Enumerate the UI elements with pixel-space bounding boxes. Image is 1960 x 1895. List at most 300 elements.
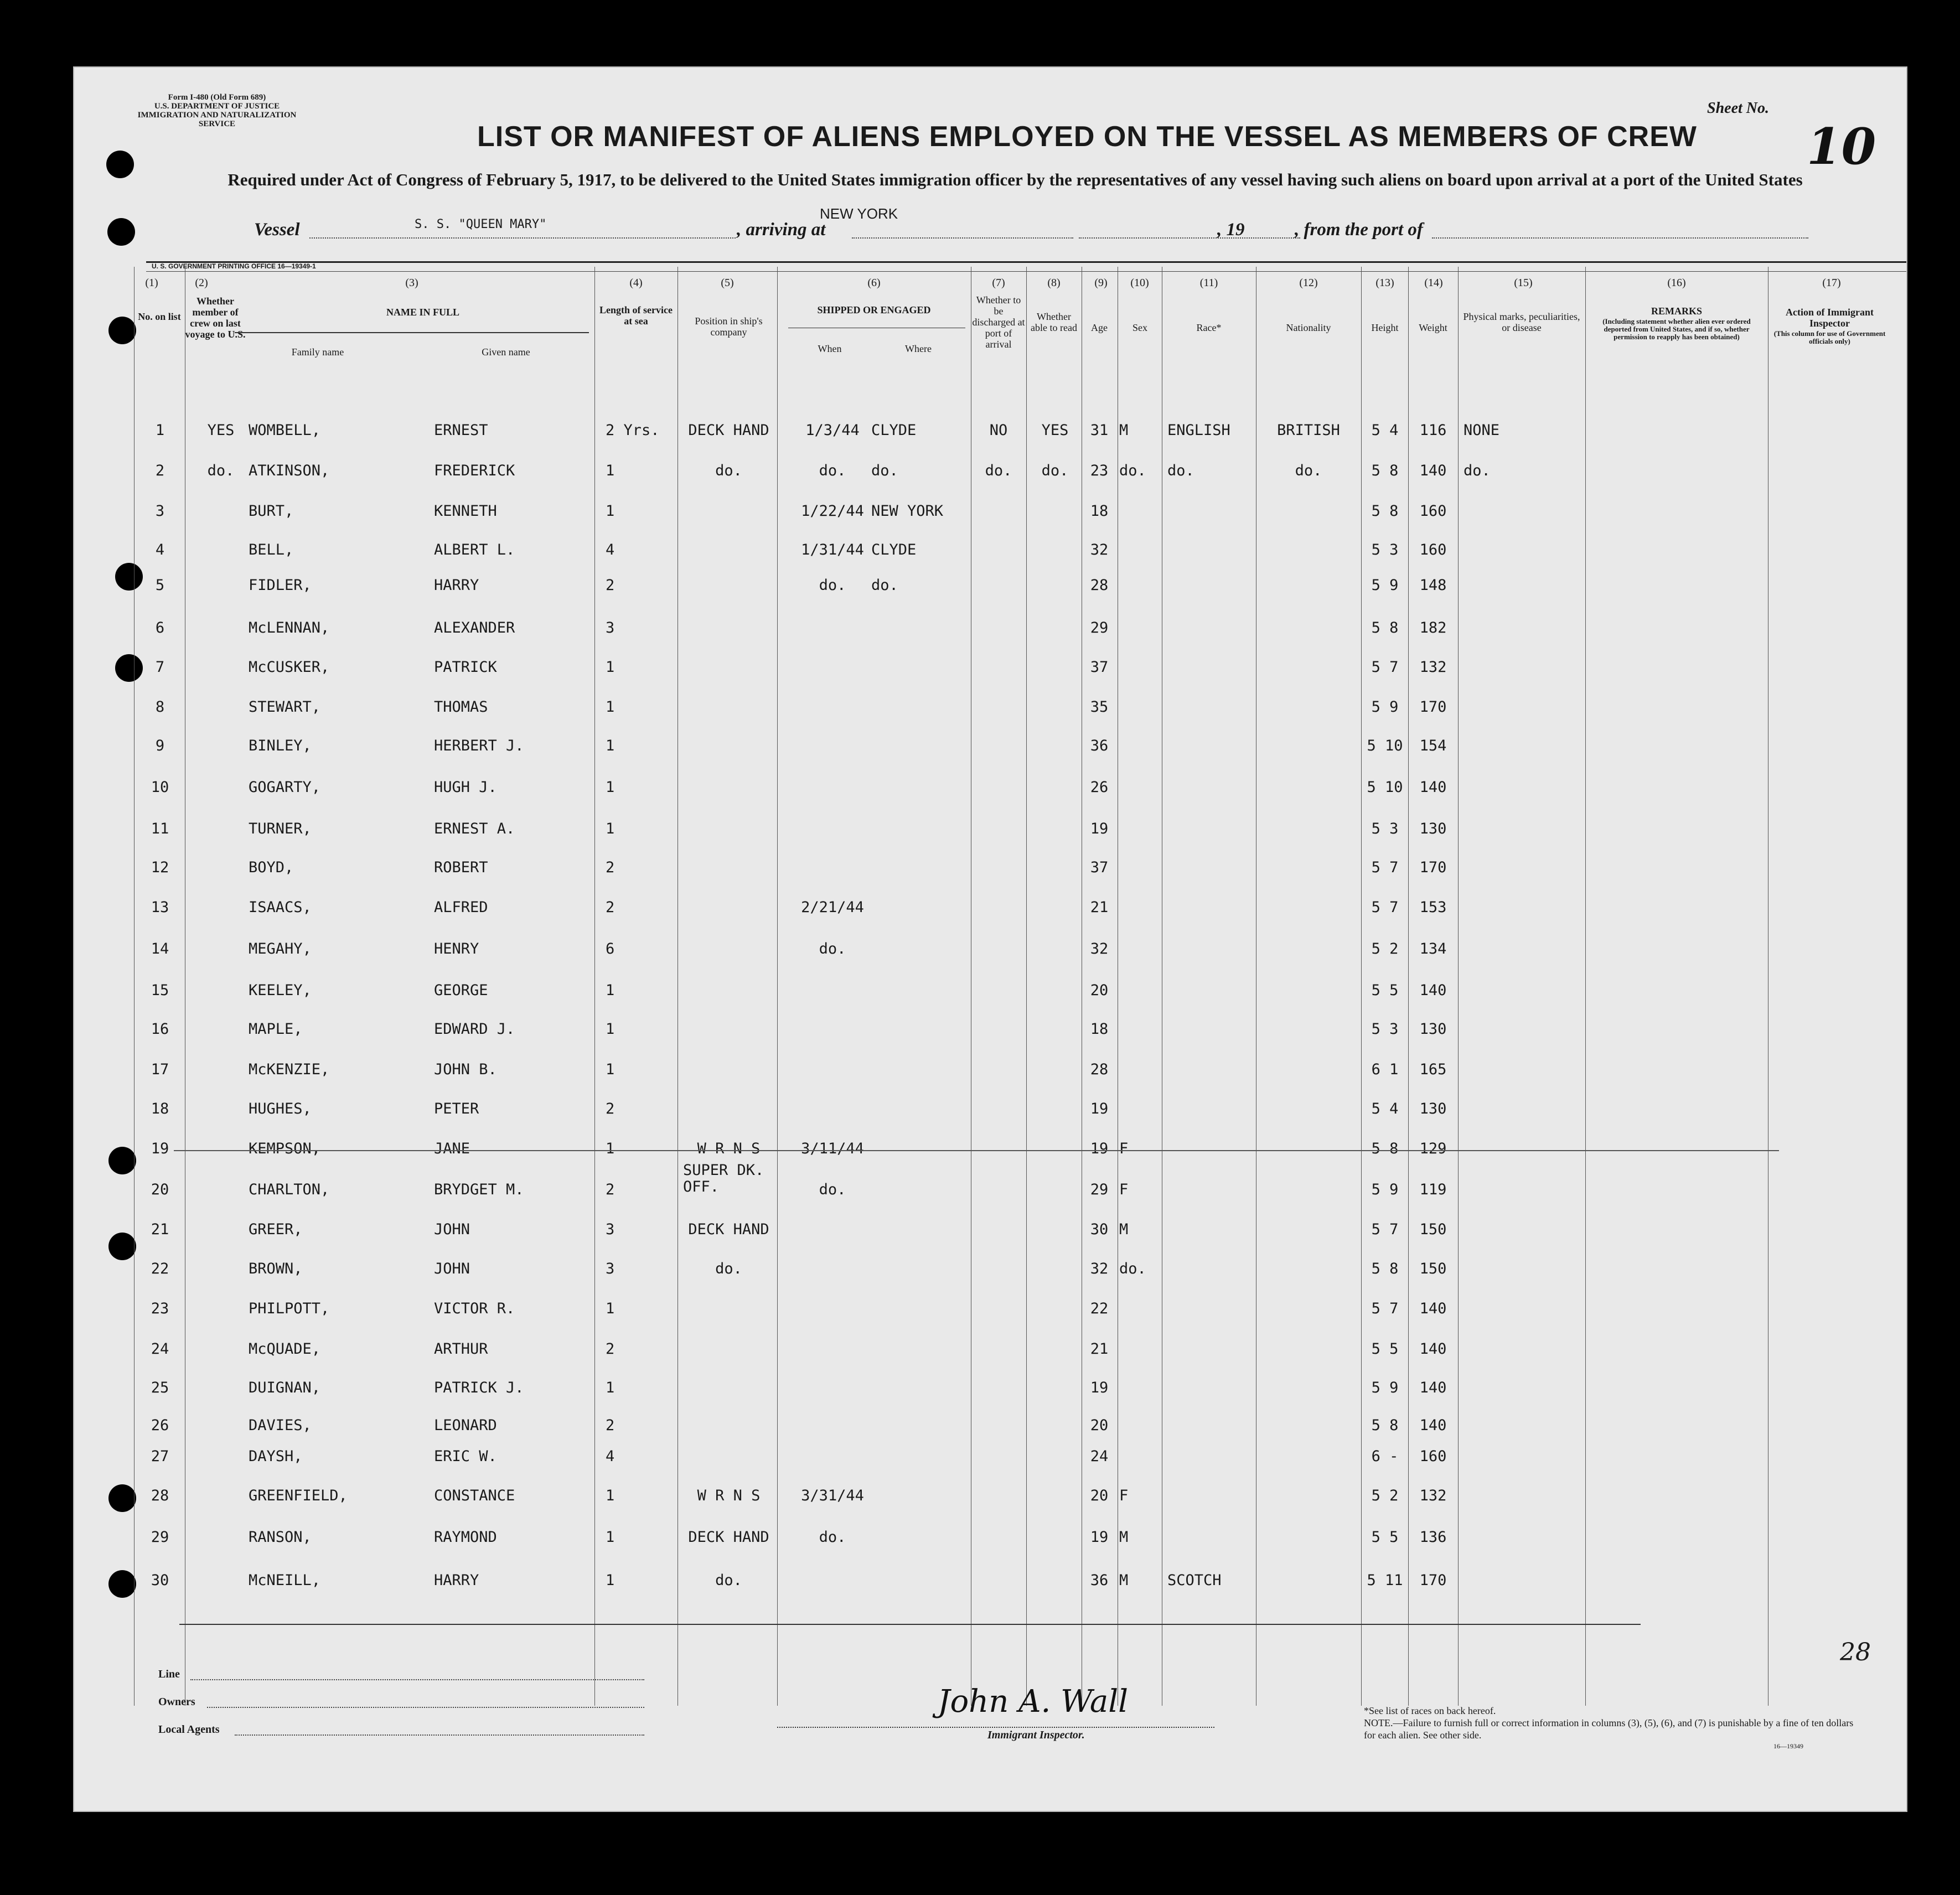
cell-where: NEW YORK [871, 503, 944, 520]
cell-height: 5 9 [1371, 1379, 1399, 1396]
cell-no: 21 [151, 1221, 169, 1238]
column-number: (12) [1299, 277, 1318, 289]
cell-height: 5 8 [1371, 1417, 1399, 1434]
cell-position: do. [715, 1572, 742, 1589]
cell-weight: 148 [1419, 577, 1447, 594]
cell-given: HERBERT J. [434, 737, 524, 754]
cell-height: 5 7 [1371, 899, 1399, 916]
cell-weight: 140 [1419, 1300, 1447, 1317]
cell-no: 18 [151, 1100, 169, 1117]
cell-family: McQUADE, [249, 1340, 321, 1358]
cell-position: DECK HAND [688, 422, 769, 439]
cell-age: 28 [1090, 1061, 1109, 1078]
header-remarks: REMARKS [1651, 306, 1702, 317]
cell-family: DAYSH, [249, 1448, 303, 1465]
cell-sex: M [1119, 422, 1129, 439]
column-number: (2) [195, 277, 208, 289]
cell-height: 5 5 [1371, 1340, 1399, 1358]
arriving-label: , arriving at [737, 220, 826, 240]
cell-sex: M [1119, 1529, 1129, 1546]
cell-given: ERIC W. [434, 1448, 497, 1465]
cell-no: 20 [151, 1181, 169, 1198]
cell-no: 22 [151, 1260, 169, 1277]
races-note: *See list of races on back hereof. [1364, 1705, 1496, 1716]
punch-hole [107, 218, 135, 246]
cell-length: 1 [606, 737, 615, 754]
cell-given: ALEXANDER [434, 619, 515, 636]
cell-given: LEONARD [434, 1417, 497, 1434]
header-no-on-list: No. on list [138, 311, 181, 322]
cell-age: 32 [1090, 541, 1109, 558]
cell-family: HUGHES, [249, 1100, 312, 1117]
cell-length: 1 [606, 1021, 615, 1038]
table-row [74, 1448, 1906, 1470]
page-title: LIST OR MANIFEST OF ALIENS EMPLOYED ON THE VESSEL AS MEMBERS OF CREW [477, 121, 1697, 153]
cell-family: McCUSKER, [249, 659, 330, 676]
header-member-last-voyage: Whether member of crew on last voyage to U.S. [185, 296, 246, 340]
cell-position: do. [715, 1260, 742, 1277]
cell-weight: 160 [1419, 541, 1447, 558]
cell-length: 1 [606, 1379, 615, 1396]
column-number: (8) [1047, 277, 1061, 289]
cell-weight: 132 [1419, 659, 1447, 676]
header-discharged: Whether to be discharged at port of arrival [972, 294, 1025, 350]
cell-no: 12 [151, 859, 169, 876]
cell-weight: 140 [1419, 462, 1447, 479]
cell-no: 15 [151, 982, 169, 999]
cell-no: 24 [151, 1340, 169, 1358]
cell-given: JOHN [434, 1260, 470, 1277]
cell-height: 5 10 [1367, 737, 1403, 754]
cell-family: BROWN, [249, 1260, 303, 1277]
table-row [74, 1221, 1906, 1243]
cell-given: KENNETH [434, 503, 497, 520]
cell-weight: 140 [1419, 1340, 1447, 1358]
cell-no: 17 [151, 1061, 169, 1078]
cell-height: 5 8 [1371, 503, 1399, 520]
cell-weight: 170 [1419, 859, 1447, 876]
table-row [74, 1061, 1906, 1083]
table-row [74, 859, 1906, 881]
cell-given: ARTHUR [434, 1340, 488, 1358]
cell-no: 8 [155, 698, 165, 716]
table-row [74, 619, 1906, 641]
table-row [74, 1417, 1906, 1439]
cell-no: 11 [151, 820, 169, 837]
cell-age: 20 [1090, 1487, 1109, 1504]
header-where: Where [905, 343, 932, 354]
cell-family: RANSON, [249, 1529, 312, 1546]
cell-no: 26 [151, 1417, 169, 1434]
cell-family: BOYD, [249, 859, 294, 876]
cell-given: HARRY [434, 577, 479, 594]
cell-height: 6 1 [1371, 1061, 1399, 1078]
cell-weight: 134 [1419, 940, 1447, 957]
cell-height: 5 9 [1371, 698, 1399, 716]
form-number-text: Form I-480 (Old Form 689) [168, 93, 266, 102]
strike-line [174, 1150, 1779, 1151]
table-row [74, 698, 1906, 721]
cell-given: HARRY [434, 1572, 479, 1589]
cell-nationality: do. [1295, 462, 1322, 479]
table-row [74, 940, 1906, 962]
cell-no: 27 [151, 1448, 169, 1465]
header-age: Age [1091, 322, 1108, 333]
cell-given: EDWARD J. [434, 1021, 515, 1038]
cell-height: 5 3 [1371, 820, 1399, 837]
punch-hole [108, 317, 136, 344]
table-row [74, 1487, 1906, 1509]
cell-no: 5 [155, 577, 165, 594]
cell-position: DECK HAND [688, 1221, 769, 1238]
cell-when: 1/31/44 [801, 541, 864, 558]
cell-age: 31 [1090, 422, 1109, 439]
inspector-caption: Immigrant Inspector. [987, 1729, 1085, 1741]
table-row [74, 659, 1906, 681]
vessel-name: S. S. "QUEEN MARY" [415, 218, 547, 231]
header-shipped-engaged: SHIPPED OR ENGAGED [817, 304, 931, 315]
cell-family: GREER, [249, 1221, 303, 1238]
cell-weight: 150 [1419, 1221, 1447, 1238]
cell-length: 1 [606, 659, 615, 676]
cell-length: 2 [606, 1417, 615, 1434]
cell-race: do. [1167, 462, 1194, 479]
cell-height: 5 7 [1371, 659, 1399, 676]
cell-no: 7 [155, 659, 165, 676]
cell-when: 3/31/44 [801, 1487, 864, 1504]
from-port-label: , from the port of [1295, 220, 1423, 240]
cell-family: BINLEY, [249, 737, 312, 754]
inspector-signature: John A. Wall [938, 1684, 1129, 1720]
cell-position: W R N S [697, 1487, 761, 1504]
cell-family: GREENFIELD, [249, 1487, 348, 1504]
cell-family: DUIGNAN, [249, 1379, 321, 1396]
column-number: (9) [1094, 277, 1108, 289]
cell-age: 19 [1090, 820, 1109, 837]
vessel-line [149, 205, 1837, 242]
cell-given: VICTOR R. [434, 1300, 515, 1317]
cell-race: ENGLISH [1167, 422, 1230, 439]
cell-no: 2 [155, 462, 165, 479]
cell-family: FIDLER, [249, 577, 312, 594]
cell-given: HENRY [434, 940, 479, 957]
cell-height: 5 3 [1371, 541, 1399, 558]
cell-length: 1 [606, 1061, 615, 1078]
cell-no: 28 [151, 1487, 169, 1504]
header-race: Race* [1196, 322, 1222, 333]
cell-length: 3 [606, 1260, 615, 1277]
cell-no: 6 [155, 619, 165, 636]
cell-no: 10 [151, 779, 169, 796]
cell-when: do. [819, 577, 846, 594]
cell-age: 35 [1090, 698, 1109, 716]
cell-position: do. [715, 462, 742, 479]
footer-line-label: Line [158, 1668, 180, 1680]
cell-length: 1 [606, 462, 615, 479]
cell-length: 4 [606, 1448, 615, 1465]
cell-age: 24 [1090, 1448, 1109, 1465]
cell-given: RAYMOND [434, 1529, 497, 1546]
table-row [74, 820, 1906, 842]
table-row [74, 503, 1906, 525]
cell-when: do. [819, 1181, 846, 1198]
column-number: (7) [992, 277, 1005, 289]
vessel-label: Vessel [254, 220, 300, 240]
cell-family: ATKINSON, [249, 462, 330, 479]
cell-length: 1 [606, 1300, 615, 1317]
cell-member: YES [207, 422, 235, 439]
cell-race: SCOTCH [1167, 1572, 1222, 1589]
cell-age: 37 [1090, 659, 1109, 676]
cell-no: 1 [155, 422, 165, 439]
cell-given: THOMAS [434, 698, 488, 716]
cell-age: 18 [1090, 503, 1109, 520]
cell-family: STEWART, [249, 698, 321, 716]
cell-height: 5 7 [1371, 1300, 1399, 1317]
cell-family: KEELEY, [249, 982, 312, 999]
cell-weight: 182 [1419, 619, 1447, 636]
form-number: 16—19349 [1773, 1742, 1803, 1750]
table-row [74, 1260, 1906, 1282]
cell-age: 21 [1090, 1340, 1109, 1358]
cell-height: 5 3 [1371, 1021, 1399, 1038]
header-family-name: Family name [291, 346, 344, 358]
cell-length: 1 [606, 698, 615, 716]
cell-weight: 160 [1419, 1448, 1447, 1465]
table-row [74, 899, 1906, 921]
cell-where: CLYDE [871, 541, 917, 558]
cell-weight: 130 [1419, 1021, 1447, 1038]
column-number: (11) [1199, 277, 1218, 289]
cell-when: 3/11/44 [801, 1140, 864, 1157]
cell-length: 1 [606, 1572, 615, 1589]
header-able-to-read: Whether able to read [1031, 311, 1077, 333]
cell-age: 22 [1090, 1300, 1109, 1317]
department-text: U.S. DEPARTMENT OF JUSTICE [154, 102, 280, 111]
cell-weight: 140 [1419, 779, 1447, 796]
cell-when: 1/22/44 [801, 503, 864, 520]
cell-age: 26 [1090, 779, 1109, 796]
cell-no: 9 [155, 737, 165, 754]
cell-no: 25 [151, 1379, 169, 1396]
cell-no: 29 [151, 1529, 169, 1546]
cell-read: do. [1041, 462, 1069, 479]
column-number: (14) [1424, 277, 1443, 289]
cell-physical: NONE [1463, 422, 1500, 439]
footer-notes [1364, 1705, 1862, 1741]
cell-given: ALFRED [434, 899, 488, 916]
cell-family: MAPLE, [249, 1021, 303, 1038]
table-row [74, 779, 1906, 801]
table-row [74, 462, 1906, 484]
sheet-number-value: 10 [1807, 117, 1876, 176]
cell-length: 6 [606, 940, 615, 957]
cell-where: CLYDE [871, 422, 917, 439]
cell-given: ERNEST [434, 422, 488, 439]
cell-age: 36 [1090, 1572, 1109, 1589]
cell-family: McKENZIE, [249, 1061, 330, 1078]
sheet-number-label: Sheet No. [1707, 100, 1769, 117]
cell-height: 5 8 [1371, 619, 1399, 636]
cell-sex: do. [1119, 1260, 1146, 1277]
cell-length: 3 [606, 1221, 615, 1238]
column-number: (1) [145, 277, 158, 289]
page-count: 28 [1840, 1638, 1871, 1666]
cell-height: 5 9 [1371, 577, 1399, 594]
cell-weight: 170 [1419, 698, 1447, 716]
cell-family: CHARLTON, [249, 1181, 330, 1198]
cell-family: BELL, [249, 541, 294, 558]
column-number: (17) [1822, 277, 1841, 289]
table-row [74, 1379, 1906, 1401]
cell-height: 5 4 [1371, 1100, 1399, 1117]
cell-no: 13 [151, 899, 169, 916]
cell-height: 5 2 [1371, 1487, 1399, 1504]
cell-height: 5 10 [1367, 779, 1403, 796]
header-weight: Weight [1419, 322, 1447, 333]
cell-where: do. [871, 577, 898, 594]
table-row [74, 422, 1906, 444]
cell-weight: 140 [1419, 982, 1447, 999]
cell-given: ROBERT [434, 859, 488, 876]
cell-age: 30 [1090, 1221, 1109, 1238]
header-name-in-full: NAME IN FULL [386, 307, 459, 318]
cell-family: KEMPSON, [249, 1140, 321, 1157]
cell-weight: 160 [1419, 503, 1447, 520]
cell-age: 20 [1090, 1417, 1109, 1434]
cell-family: GOGARTY, [249, 779, 321, 796]
table-row [74, 1140, 1906, 1162]
cell-weight: 119 [1419, 1181, 1447, 1198]
cell-height: 5 2 [1371, 940, 1399, 957]
cell-length: 2 Yrs. [606, 422, 660, 439]
cell-family: McLENNAN, [249, 619, 330, 636]
cell-length: 1 [606, 1529, 615, 1546]
header-action: Action of Immigrant Inspector [1786, 307, 1874, 329]
punch-hole [106, 151, 134, 178]
column-number: (5) [721, 277, 734, 289]
cell-family: BURT, [249, 503, 294, 520]
cell-when: 2/21/44 [801, 899, 864, 916]
cell-weight: 130 [1419, 820, 1447, 837]
table-row [74, 541, 1906, 563]
cell-no: 16 [151, 1021, 169, 1038]
cell-length: 4 [606, 541, 615, 558]
cell-age: 28 [1090, 577, 1109, 594]
cell-given: ERNEST A. [434, 820, 515, 837]
cell-age: 19 [1090, 1529, 1109, 1546]
cell-age: 19 [1090, 1379, 1109, 1396]
cell-no: 30 [151, 1572, 169, 1589]
cell-length: 2 [606, 859, 615, 876]
page-subtitle: Required under Act of Congress of February 5, 1917, to be delivered to the United States immigration officer by the representatives of any vessel having such aliens on board upon arrival at a port of the United States [227, 170, 1803, 189]
cell-length: 2 [606, 1340, 615, 1358]
cell-family: WOMBELL, [249, 422, 321, 439]
cell-weight: 154 [1419, 737, 1447, 754]
service-text: IMMIGRATION AND NATURALIZATION SERVICE [137, 111, 297, 128]
cell-family: ISAACS, [249, 899, 312, 916]
header-given-name: Given name [482, 346, 530, 358]
cell-length: 3 [606, 619, 615, 636]
cell-position: DECK HAND [688, 1529, 769, 1546]
cell-when: 1/3/44 [805, 422, 860, 439]
cell-physical: do. [1463, 462, 1491, 479]
header-action-note: (This column for use of Government officials only) [1773, 329, 1886, 345]
cell-weight: 150 [1419, 1260, 1447, 1277]
cell-given: GEORGE [434, 982, 488, 999]
header-nationality: Nationality [1286, 322, 1331, 333]
cell-height: 6 - [1371, 1448, 1399, 1465]
header-sex: Sex [1132, 322, 1147, 333]
cell-when: do. [819, 1529, 846, 1546]
table-row [74, 1529, 1906, 1551]
cell-given: JANE [434, 1140, 470, 1157]
cell-family: McNEILL, [249, 1572, 321, 1589]
cell-length: 2 [606, 577, 615, 594]
cell-weight: 140 [1419, 1417, 1447, 1434]
footer-agents-label: Local Agents [158, 1723, 220, 1736]
header-height: Height [1371, 322, 1399, 333]
cell-length: 1 [606, 1487, 615, 1504]
cell-given: FREDERICK [434, 462, 515, 479]
cell-family: MEGAHY, [249, 940, 312, 957]
cell-given: PETER [434, 1100, 479, 1117]
cell-length: 1 [606, 1140, 615, 1157]
column-number: (6) [867, 277, 881, 289]
cell-age: 32 [1090, 1260, 1109, 1277]
cell-position: SUPER DK. OFF. [683, 1162, 764, 1195]
column-number: (16) [1667, 277, 1686, 289]
cell-height: 5 11 [1367, 1572, 1403, 1589]
cell-weight: 116 [1419, 422, 1447, 439]
cell-length: 1 [606, 982, 615, 999]
cell-length: 2 [606, 1100, 615, 1117]
penalty-note: NOTE.—Failure to furnish full or correct information in columns (3), (5), (6), and (7) is punishable by a fine of ten dollars for each alien. See other side. [1364, 1717, 1854, 1741]
cell-height: 5 9 [1371, 1181, 1399, 1198]
column-number: (10) [1130, 277, 1149, 289]
cell-family: PHILPOTT, [249, 1300, 330, 1317]
column-number: (4) [629, 277, 643, 289]
year-label: , 19 [1217, 220, 1245, 240]
cell-weight: 132 [1419, 1487, 1447, 1504]
cell-height: 5 5 [1371, 1529, 1399, 1546]
cell-discharged: NO [989, 422, 1008, 439]
cell-weight: 130 [1419, 1100, 1447, 1117]
cell-no: 14 [151, 940, 169, 957]
table-row [74, 1572, 1906, 1594]
cell-weight: 129 [1419, 1140, 1447, 1157]
cell-sex: F [1119, 1487, 1129, 1504]
table-row [74, 577, 1906, 599]
cell-no: 3 [155, 503, 165, 520]
cell-weight: 140 [1419, 1379, 1447, 1396]
header-when: When [818, 343, 842, 354]
table-row [74, 1021, 1906, 1043]
cell-age: 19 [1090, 1100, 1109, 1117]
cell-sex: M [1119, 1572, 1129, 1589]
cell-given: BRYDGET M. [434, 1181, 524, 1198]
cell-member: do. [207, 462, 235, 479]
cell-sex: do. [1119, 462, 1146, 479]
cell-when: do. [819, 462, 846, 479]
cell-weight: 136 [1419, 1529, 1447, 1546]
arriving-port: NEW YORK [820, 205, 898, 222]
cell-age: 18 [1090, 1021, 1109, 1038]
table-row [74, 982, 1906, 1004]
cell-age: 36 [1090, 737, 1109, 754]
cell-given: JOHN [434, 1221, 470, 1238]
cell-length: 2 [606, 899, 615, 916]
